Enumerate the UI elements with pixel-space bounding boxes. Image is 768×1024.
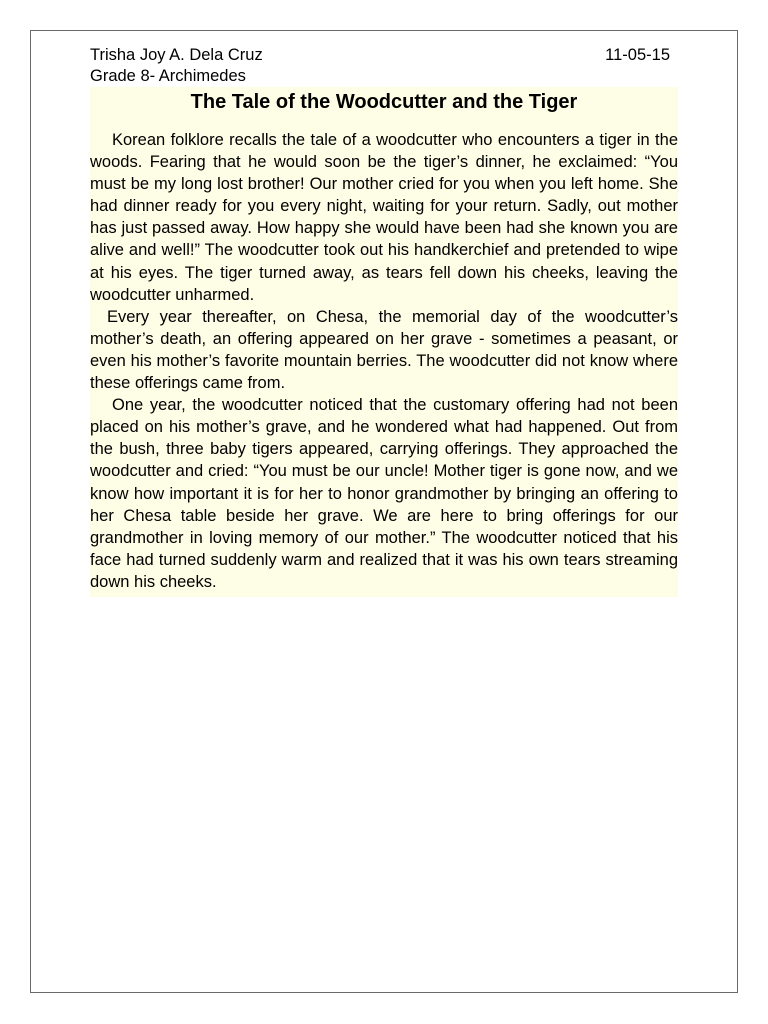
document-date: 11-05-15: [605, 46, 670, 64]
story-paragraph: Every year thereafter, on Chesa, the memorial day of the woodcutter’s mother’s death, an offering appeared on her grave - sometimes a peasant, or even his mother’s favorite mountain berries. The woodcutter did not know where these offerings came from.: [90, 307, 678, 393]
header-row: [90, 45, 678, 66]
story-title: The Tale of the Woodcutter and the Tiger: [190, 91, 578, 113]
grade-section: Grade 8- Archimedes: [90, 67, 246, 85]
story-body: [90, 129, 678, 593]
document-content: [90, 45, 678, 597]
author-name: Trisha Joy A. Dela Cruz: [90, 46, 263, 64]
story-paragraph: Korean folklore recalls the tale of a woodcutter who encounters a tiger in the woods. Fearing that he would soon be the tiger’s dinner, he exclaimed: “You must be my long lost brother! Our mother cried for you when you left home. She had dinner ready for you every night, waiting for your return. Sadly, out mother has just passed away. How happy she would have been had she known you are alive and well!” The woodcutter took out his handkerchief and pretended to wipe at his eyes. The tiger turned away, as tears fell down his cheeks, leaving the woodcutter unharmed.: [90, 131, 678, 304]
story-paragraph: One year, the woodcutter noticed that the customary offering had not been placed on his mother’s grave, and he wondered what had happened. Out from the bush, three baby tigers appeared, carrying offerings. They approached the woodcutter and cried: “You must be our uncle! Mother tiger is gone now, and we know how important it is for her to honor grandmother by bringing an offering to her Chesa table beside her grave. We are here to bring offerings for our grandmother in loving memory of our mother.” The woodcutter noticed that his face had turned suddenly warm and realized that it was his own tears streaming down his cheeks.: [90, 396, 678, 591]
story-block: [90, 87, 678, 597]
